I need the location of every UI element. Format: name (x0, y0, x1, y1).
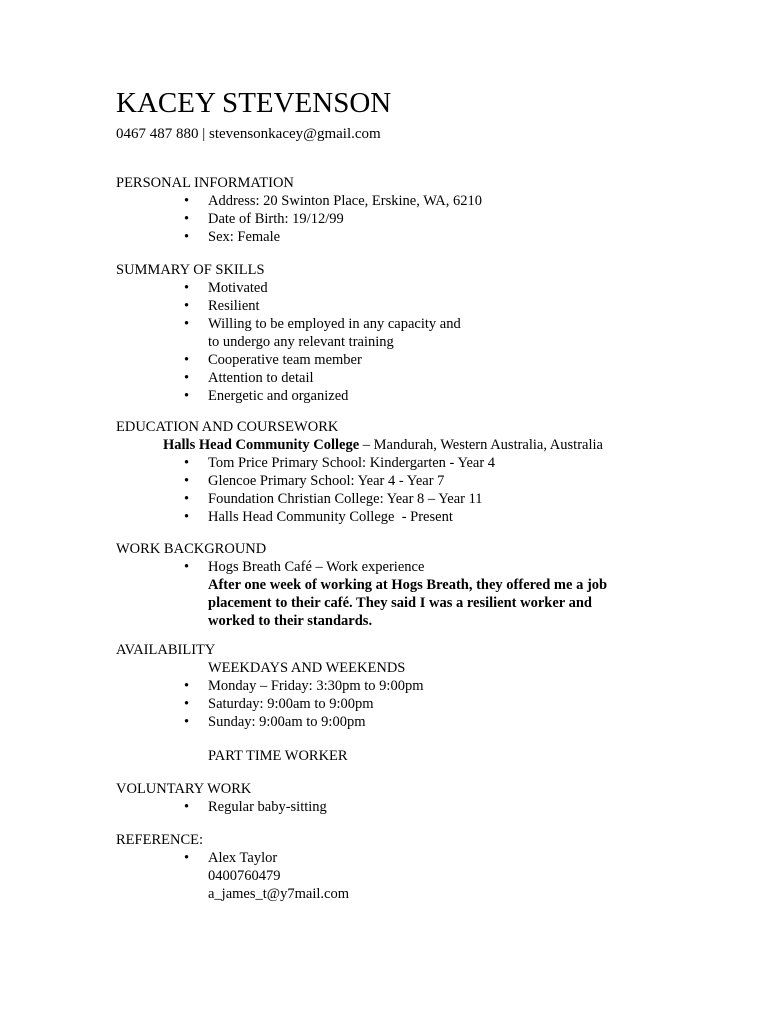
list-item: • Saturday: 9:00am to 9:00pm (184, 696, 374, 712)
list-item: • Resilient (184, 298, 260, 314)
bullet-icon: • (184, 799, 190, 815)
bullet-icon: • (184, 559, 190, 575)
section-heading: REFERENCE: (116, 832, 204, 848)
list-item: • Energetic and organized (184, 388, 349, 404)
list-item: • Sex: Female (184, 229, 281, 245)
reference-email: a_james_t@y7mail.com (208, 886, 349, 902)
list-item: • Halls Head Community College - Present (184, 509, 453, 525)
list-item: • Attention to detail (184, 370, 314, 386)
bullet-icon: • (184, 473, 190, 489)
list-item: • Willing to be employed in any capacity and to undergo any relevant training (184, 316, 461, 350)
bullet-list (116, 558, 716, 630)
bullet-list (116, 849, 716, 903)
list-item: • Date of Birth: 19/12/99 (184, 211, 344, 227)
availability-section (116, 641, 716, 765)
skills-section (116, 261, 716, 405)
college-location: – Mandurah, Western Australia, Australia (359, 437, 603, 453)
list-item: • Monday – Friday: 3:30pm to 9:00pm (184, 678, 424, 694)
bullet-icon: • (184, 714, 190, 730)
bullet-icon: • (184, 316, 190, 332)
bullet-icon: • (184, 352, 190, 368)
bullet-list (116, 192, 716, 246)
bullet-icon: • (184, 678, 190, 694)
list-item: • Regular baby-sitting (184, 799, 327, 815)
bullet-icon: • (184, 850, 190, 866)
bullet-icon: • (184, 229, 190, 245)
bullet-icon: • (184, 193, 190, 209)
bullet-icon: • (184, 455, 190, 471)
reference-phone: 0400760479 (208, 868, 281, 884)
contact-line: 0467 487 880 | stevensonkacey@gmail.com (116, 126, 381, 142)
bullet-icon: • (184, 280, 190, 296)
reference-section (116, 831, 716, 903)
work-description-line: worked to their standards. (208, 613, 373, 629)
list-item: • Glencoe Primary School: Year 4 - Year 7 (184, 473, 445, 489)
list-item: • Sunday: 9:00am to 9:00pm (184, 714, 366, 730)
college-name: Halls Head Community College (163, 437, 360, 453)
bullet-icon: • (184, 509, 190, 525)
list-item: • Address: 20 Swinton Place, Erskine, WA, 6210 (184, 193, 482, 209)
part-time-note: PART TIME WORKER (208, 748, 348, 764)
bullet-list (116, 677, 716, 731)
section-heading: SUMMARY OF SKILLS (116, 262, 265, 278)
list-item: • Foundation Christian College: Year 8 – Year 11 (184, 491, 483, 507)
list-item (184, 849, 716, 903)
list-item: • Tom Price Primary School: Kindergarten - Year 4 (184, 455, 496, 471)
bullet-list (116, 279, 716, 405)
reference-name: Alex Taylor (208, 850, 278, 866)
work-description-line: After one week of working at Hogs Breath, they offered me a job (208, 577, 608, 593)
bullet-list (116, 798, 716, 816)
section-heading: PERSONAL INFORMATION (116, 175, 294, 191)
current-college (116, 436, 716, 454)
section-heading: EDUCATION AND COURSEWORK (116, 419, 339, 435)
section-heading: VOLUNTARY WORK (116, 781, 252, 797)
applicant-name: KACEY STEVENSON (116, 87, 392, 119)
work-description-line: placement to their café. They said I was a resilient worker and (208, 595, 592, 611)
list-item: • Cooperative team member (184, 352, 362, 368)
bullet-icon: • (184, 388, 190, 404)
voluntary-section (116, 780, 716, 816)
list-item: • Motivated (184, 280, 268, 296)
bullet-icon: • (184, 211, 190, 227)
list-item: • Hogs Breath Café – Work experience After one week of working at Hogs Breath, they offered me a job placement to their café. They said I was a resilient worker and worked to their standards. (208, 558, 716, 630)
education-section (116, 418, 716, 526)
bullet-icon: • (184, 491, 190, 507)
bullet-list (116, 454, 716, 526)
availability-subheading: WEEKDAYS AND WEEKENDS (208, 660, 406, 676)
work-section (116, 540, 716, 630)
personal-information-section (116, 174, 716, 246)
bullet-icon: • (184, 298, 190, 314)
section-heading: AVAILABILITY (116, 642, 216, 658)
section-heading: WORK BACKGROUND (116, 541, 267, 557)
bullet-icon: • (184, 696, 190, 712)
bullet-icon: • (184, 370, 190, 386)
